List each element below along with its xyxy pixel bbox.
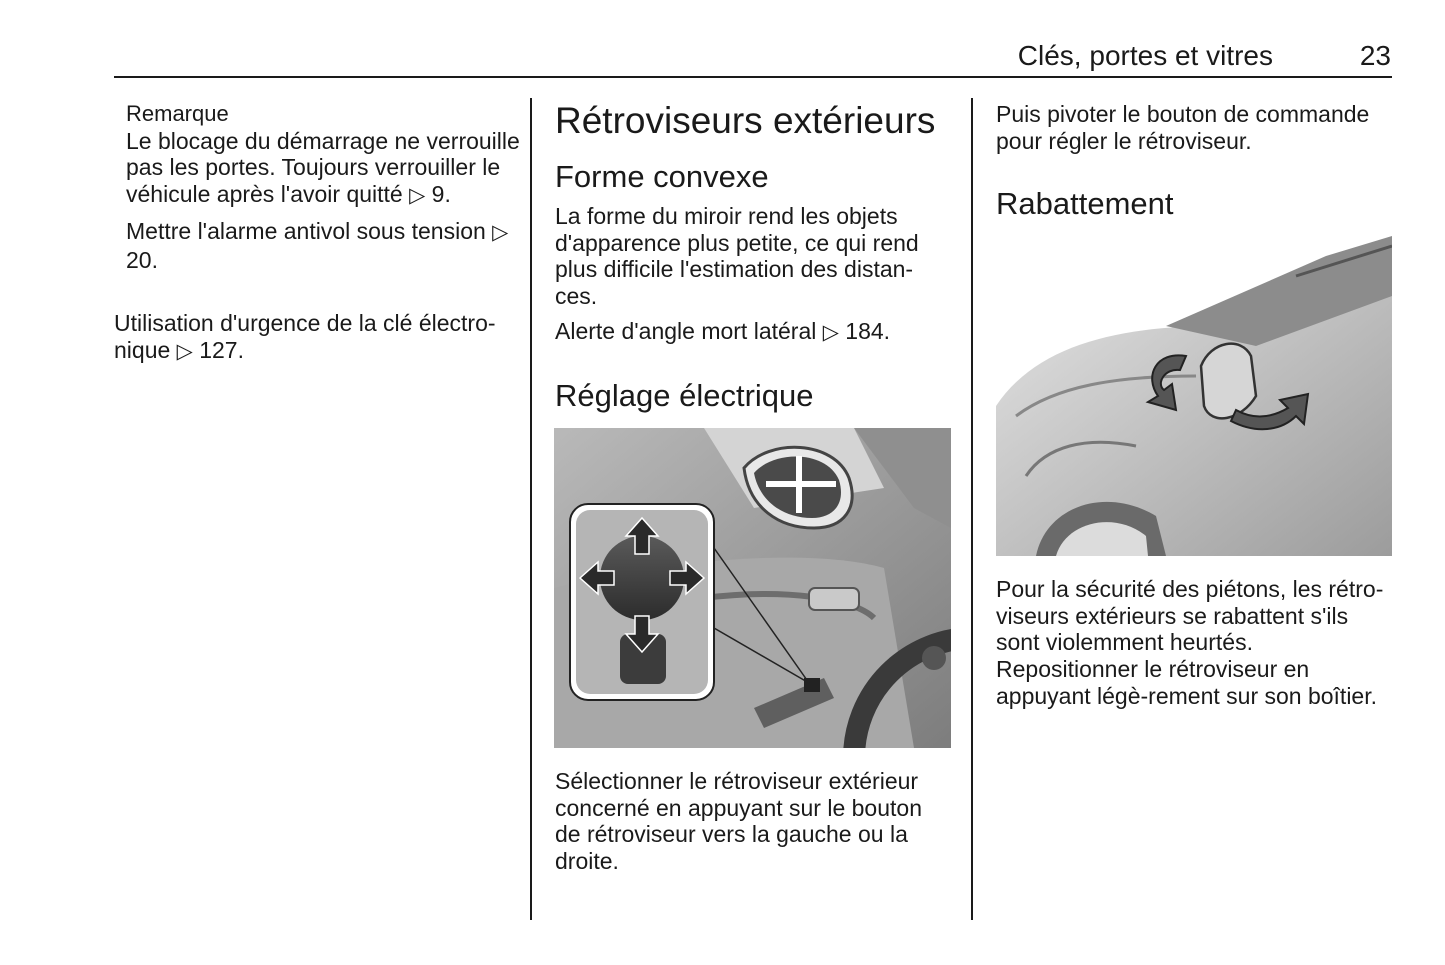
heading-forme-convexe: Forme convexe — [555, 159, 769, 194]
column-divider-right — [971, 98, 973, 920]
note-paragraph-2 — [126, 218, 521, 273]
mirror-control-illustration — [554, 428, 951, 748]
rabattement-paragraph: Pour la sécurité des piétons, les rétro-viseurs extérieurs se rabattent s'ils sont violemment heurtés. Repositionner le rétroviseur en appuyant légè-rement sur son boîtier. — [996, 576, 1384, 709]
folding-mirror-drawing — [996, 236, 1392, 556]
reglage-electrique-text — [555, 768, 950, 883]
left-paragraph-ref: 127. — [199, 336, 244, 363]
forme-convexe-paragraph: La forme du miroir rend les objets d'apparence plus petite, ce qui rend plus difficile l'estimation des distan-ces. — [555, 203, 919, 310]
note-box — [126, 101, 521, 281]
note-paragraph-2-text: Mettre l'alarme antivol sous tension — [126, 217, 486, 244]
heading-rabattement: Rabattement — [996, 186, 1174, 221]
right-intro-paragraph: Puis pivoter le bouton de commande pour régler le rétroviseur. — [996, 101, 1370, 154]
note-paragraph-1 — [126, 128, 521, 210]
forme-convexe-text — [555, 203, 950, 355]
mirror-control-drawing — [554, 428, 951, 748]
reference-arrow-icon: ▷ — [409, 184, 426, 208]
reference-arrow-icon: ▷ — [492, 220, 509, 244]
right-intro — [996, 101, 1392, 162]
note-paragraph-2-ref: 20. — [126, 246, 158, 273]
left-paragraph-text: Utilisation d'urgence de la clé électro-nique — [114, 310, 496, 363]
page-number: 23 — [1359, 40, 1391, 71]
running-header-title: Clés, portes et vitres — [1017, 40, 1273, 71]
blind-spot-reference-ref: 184. — [845, 317, 891, 344]
blind-spot-reference — [555, 318, 950, 347]
header-rule — [114, 76, 1392, 78]
reference-arrow-icon: ▷ — [822, 320, 839, 344]
left-paragraph — [114, 310, 519, 373]
rabattement-text — [996, 576, 1392, 718]
note-label: Remarque — [126, 101, 229, 126]
note-paragraph-1-text: Le blocage du démarrage ne verrouille pas les portes. Toujours verrouiller le véhicule après l'avoir quitté — [126, 127, 520, 208]
heading-reglage-electrique: Réglage électrique — [555, 378, 814, 413]
column-divider-left — [530, 98, 532, 920]
folding-mirror-illustration — [996, 236, 1392, 556]
reglage-electrique-paragraph: Sélectionner le rétroviseur extérieur concerné en appuyant sur le bouton de rétroviseur vers la gauche ou la droite. — [555, 768, 922, 875]
section-title: Rétroviseurs extérieurs — [555, 100, 936, 141]
reference-arrow-icon: ▷ — [176, 339, 193, 363]
note-paragraph-1-ref: 9. — [431, 181, 451, 208]
blind-spot-reference-text: Alerte d'angle mort latéral — [555, 317, 817, 344]
